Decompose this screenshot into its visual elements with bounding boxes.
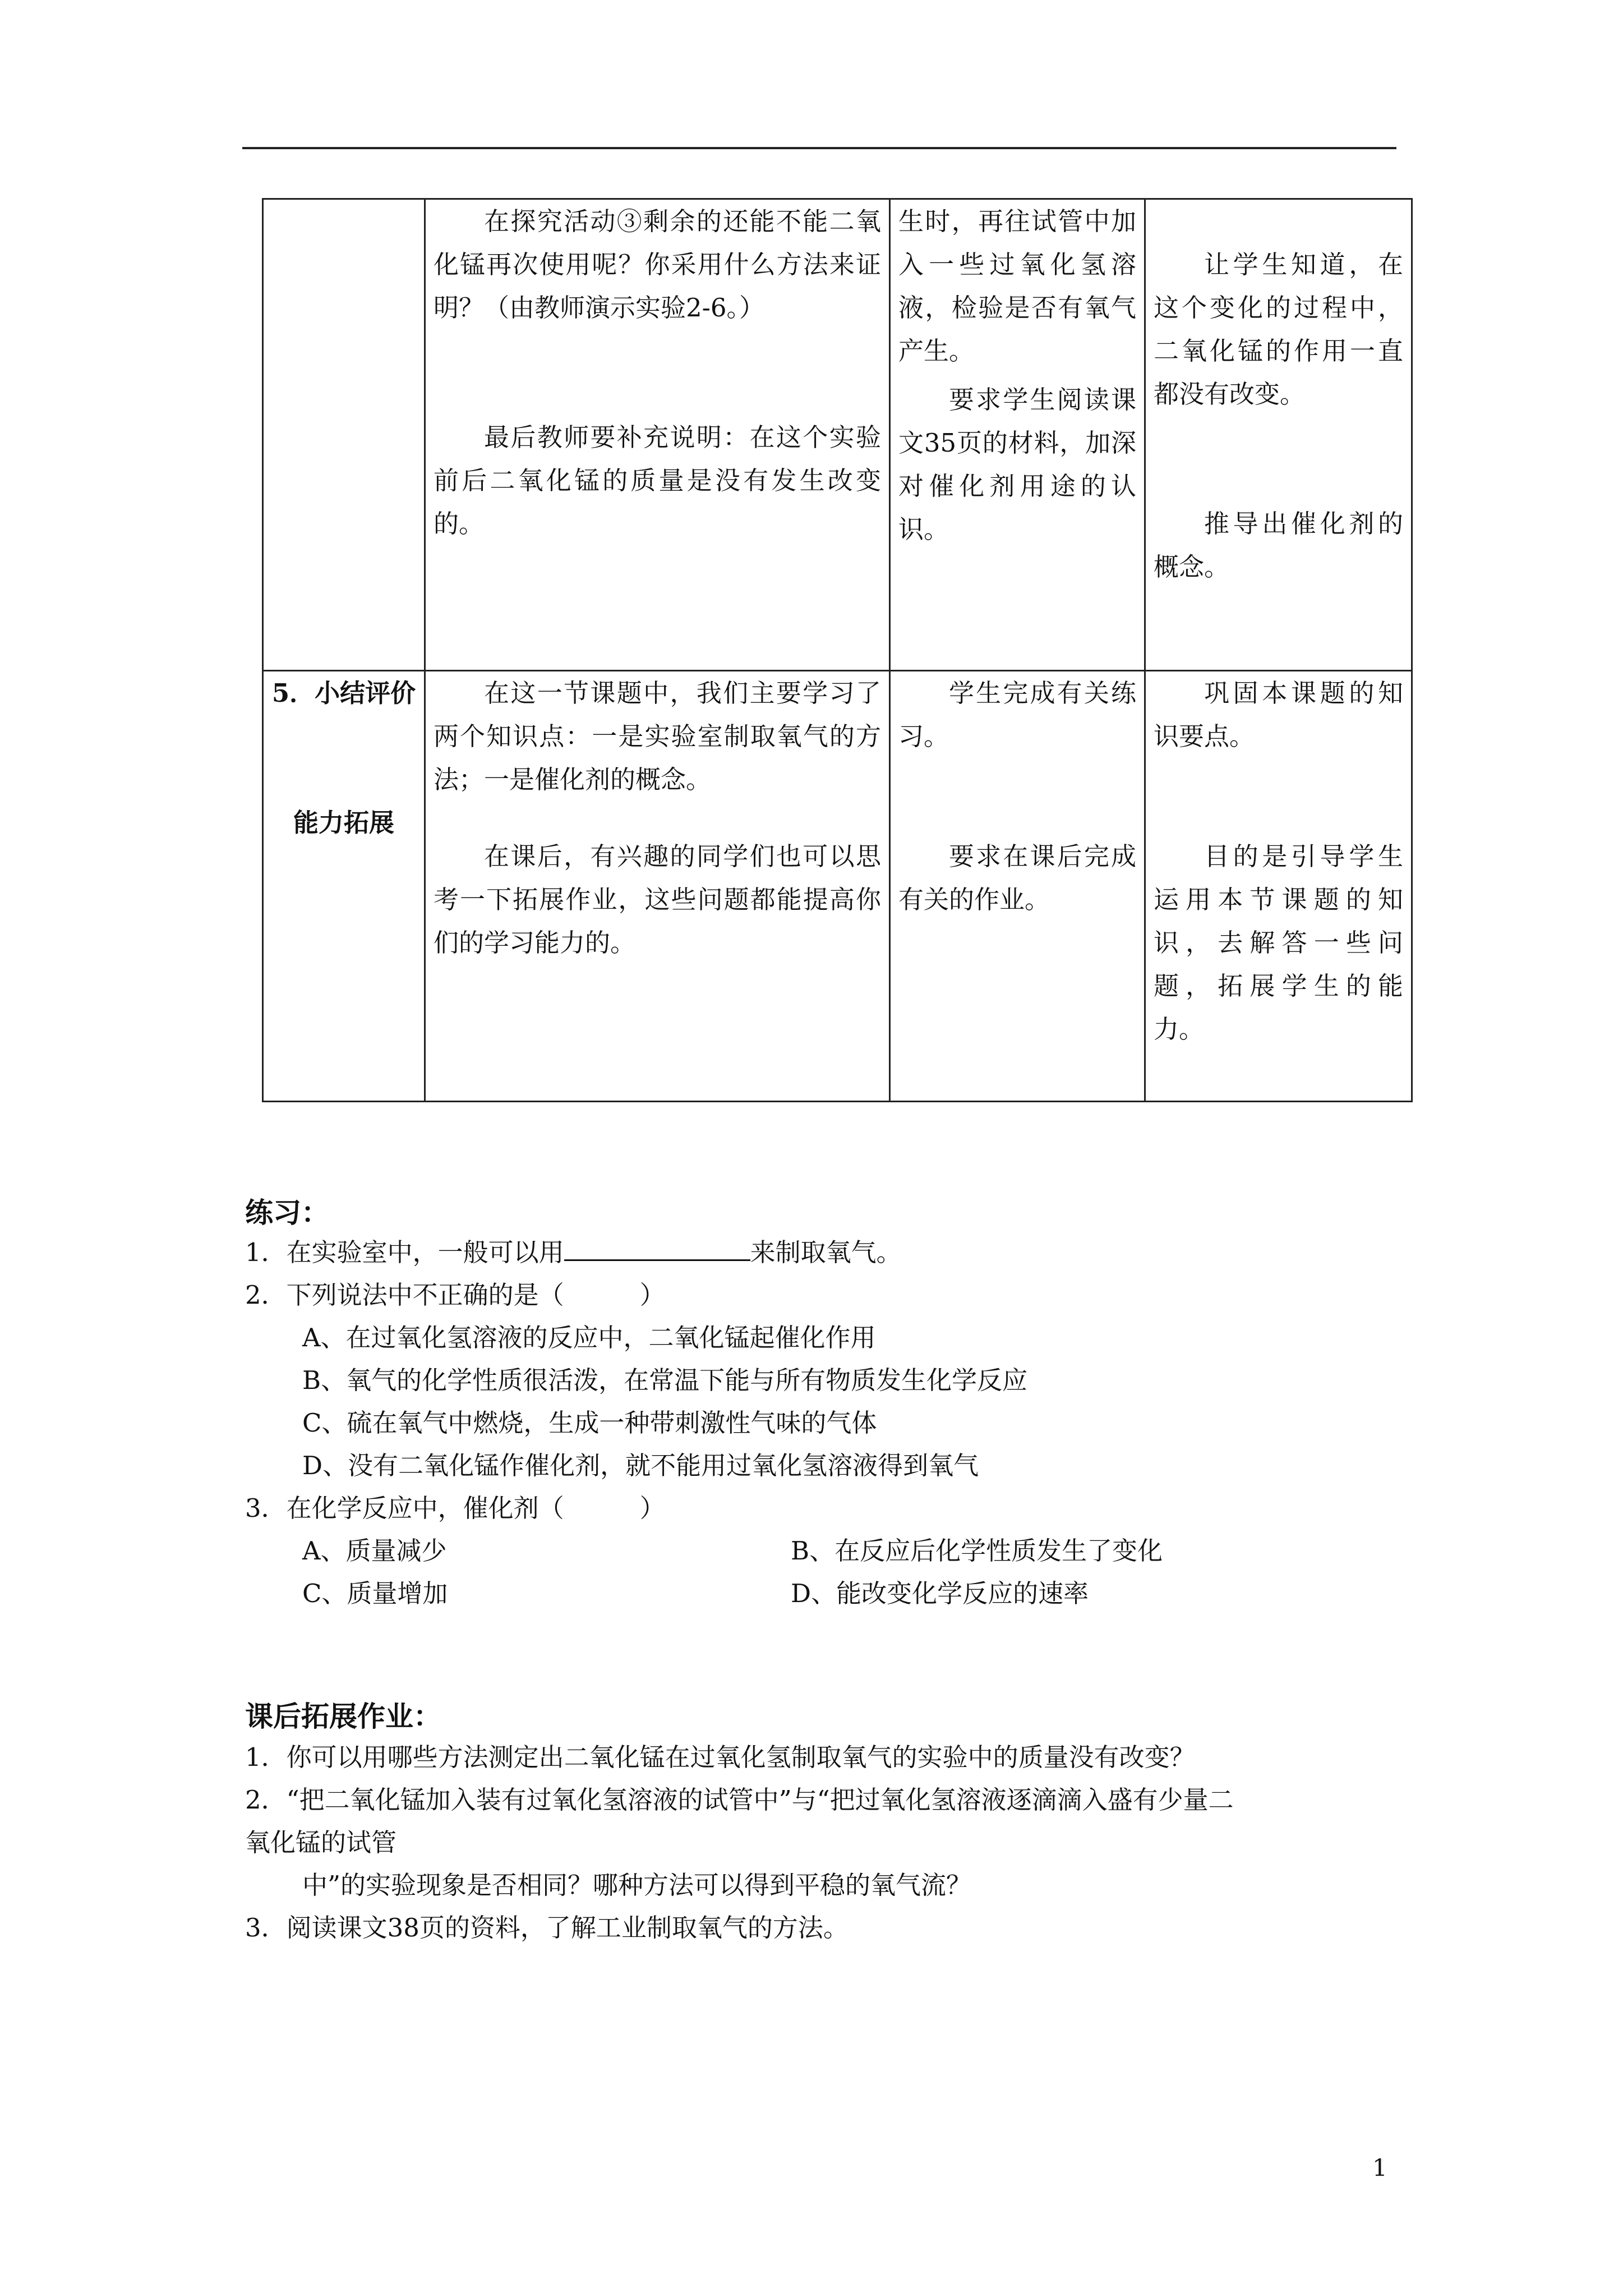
student-text: 学生完成有关练习。 xyxy=(898,678,1136,751)
question-text: 1．在实验室中，一般可以用 xyxy=(245,1237,564,1267)
teacher-text: 最后教师要补充说明：在这个实验前后二氧化锰的质量是没有发生改变的。 xyxy=(434,422,881,539)
student-text: 要求学生阅读课文35页的材料，加深对催化剂用途的认识。 xyxy=(898,385,1136,544)
teacher-activity-cell xyxy=(425,671,890,1102)
table-row xyxy=(263,199,1412,671)
option-item: A、质量减少 xyxy=(302,1536,447,1566)
exercise-question: 2．下列说法中不正确的是（ ） xyxy=(245,1280,665,1310)
table-row xyxy=(263,671,1412,1102)
question-text: 来制取氧气。 xyxy=(750,1237,902,1267)
header-rule xyxy=(242,147,1396,149)
purpose-text: 推导出催化剂的概念。 xyxy=(1154,509,1403,582)
student-activity-cell xyxy=(890,199,1145,671)
option-item: C、硫在氧气中燃烧，生成一种带刺激性气味的气体 xyxy=(302,1408,877,1438)
option-item: B、氧气的化学性质很活泼，在常温下能与所有物质发生化学反应 xyxy=(302,1365,1028,1395)
teacher-text: 在这一节课题中，我们主要学习了两个知识点：一是实验室制取氧气的方法；一是催化剂的概念。 xyxy=(434,678,881,794)
teacher-text: 在探究活动③剩余的还能不能二氧化锰再次使用呢？你采用什么方法来证明？（由教师演示实验2-6。） xyxy=(434,206,881,323)
homework-title: 课后拓展作业： xyxy=(245,1700,441,1733)
option-item: D、能改变化学反应的速率 xyxy=(791,1579,1089,1608)
exercise-question: 3．在化学反应中，催化剂（ ） xyxy=(245,1493,665,1523)
student-text: 生时，再往试管中加入一些过氧化氢溶液，检验是否有氧气产生。 xyxy=(898,206,1136,366)
page-number: 1 xyxy=(1372,2154,1387,2182)
homework-item: 1．你可以用哪些方法测定出二氧化锰在过氧化氢制取氧气的实验中的质量没有改变？ xyxy=(245,1742,1195,1772)
exercise-title: 练习： xyxy=(245,1196,329,1229)
stage-label: 能力拓展 xyxy=(293,808,394,838)
teacher-text: 在课后，有兴趣的同学们也可以思考一下拓展作业，这些问题都能提高你们的学习能力的。 xyxy=(434,841,881,958)
purpose-cell xyxy=(1145,671,1412,1102)
homework-item: 中”的实验现象是否相同？哪种方法可以得到平稳的氧气流？ xyxy=(302,1870,972,1900)
purpose-text: 让学生知道，在这个变化的过程中，二氧化锰的作用一直都没有改变。 xyxy=(1154,250,1403,409)
student-text: 要求在课后完成有关的作业。 xyxy=(898,841,1136,914)
homework-item: 氧化锰的试管 xyxy=(245,1828,397,1857)
lesson-table xyxy=(262,198,1413,1102)
purpose-text: 巩固本课题的知识要点。 xyxy=(1154,678,1403,751)
option-item: D、没有二氧化锰作催化剂，就不能用过氧化氢溶液得到氧气 xyxy=(302,1451,979,1480)
answer-blank xyxy=(564,1235,750,1261)
option-item: C、质量增加 xyxy=(302,1579,448,1608)
purpose-cell xyxy=(1145,199,1412,671)
option-item: A、在过氧化氢溶液的反应中，二氧化锰起催化作用 xyxy=(302,1323,876,1352)
student-activity-cell xyxy=(890,671,1145,1102)
stage-cell xyxy=(263,199,425,671)
option-item: B、在反应后化学性质发生了变化 xyxy=(791,1536,1163,1566)
stage-label: 5．小结评价 xyxy=(271,678,416,708)
homework-item: 3．阅读课文38页的资料，了解工业制取氧气的方法。 xyxy=(245,1913,849,1943)
exercise-question xyxy=(245,1232,902,1268)
stage-cell xyxy=(263,671,425,1102)
homework-item: 2．“把二氧化锰加入装有过氧化氢溶液的试管中”与“把过氧化氢溶液逐滴滴入盛有少量二 xyxy=(245,1785,1234,1815)
purpose-text: 目的是引导学生运用本节课题的知识，去解答一些问题，拓展学生的能力。 xyxy=(1154,841,1403,1044)
teacher-activity-cell xyxy=(425,199,890,671)
